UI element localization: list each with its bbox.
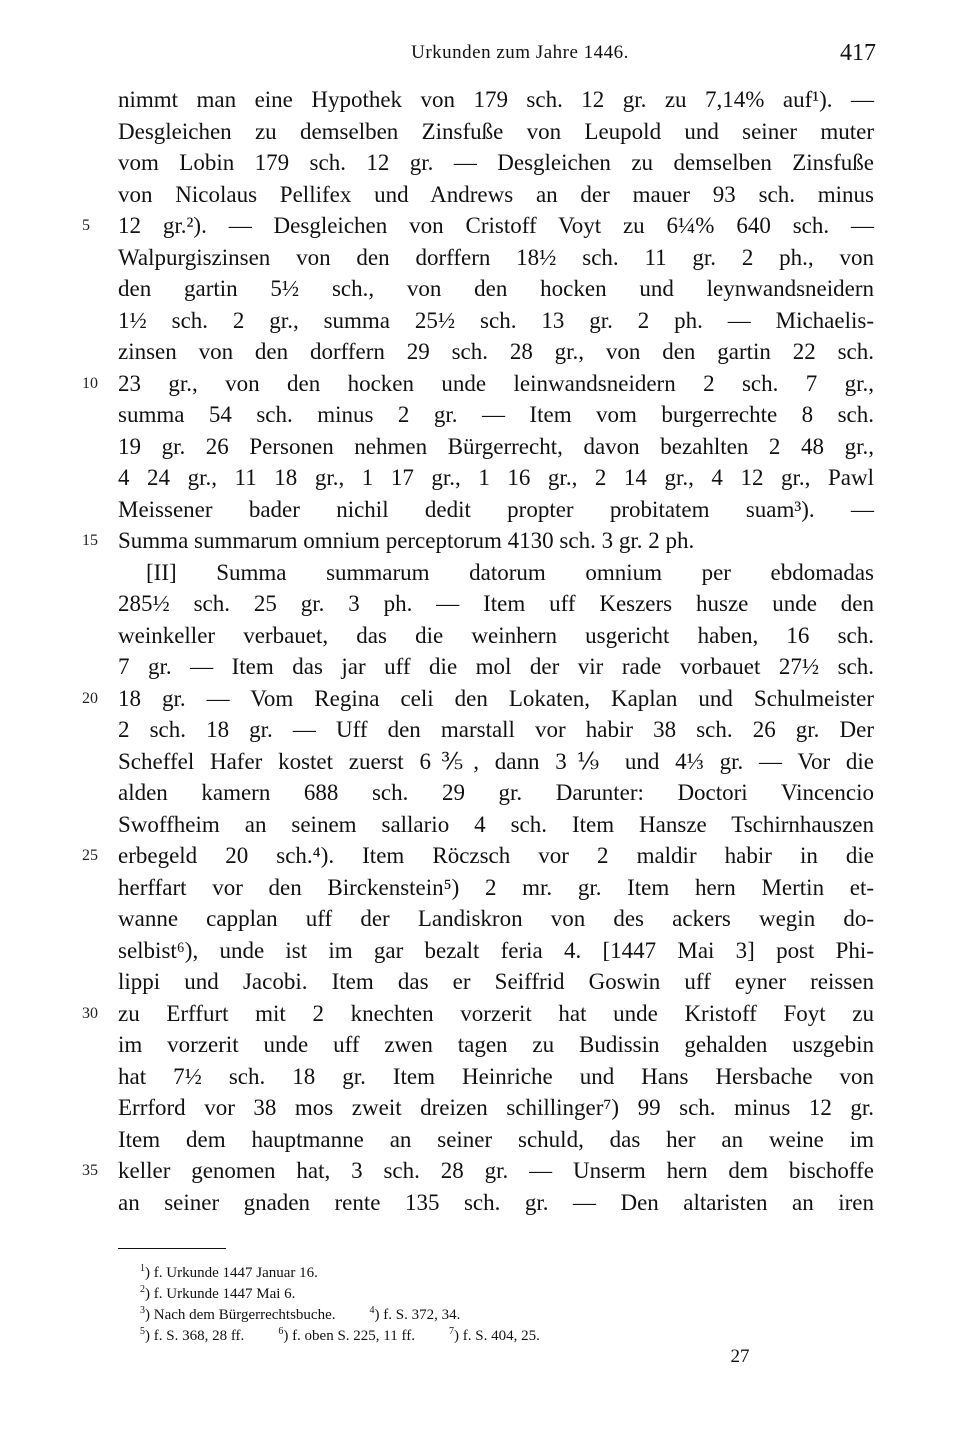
- line-text: den gartin 5½ sch., von den hocken und leynwandsneidern: [118, 276, 874, 301]
- signature-mark: 27: [730, 1346, 750, 1367]
- text-line: [82, 210, 874, 242]
- text-line: [118, 273, 874, 305]
- footnote-paren: ): [145, 1307, 154, 1323]
- text-line: [118, 777, 874, 809]
- text-line: [118, 1029, 874, 1061]
- text-line: [118, 588, 874, 620]
- text-line: [118, 872, 874, 904]
- line-text: 23 gr., von den hocken unde leinwandsneidern 2 sch. 7 gr.,: [118, 370, 874, 396]
- footnote: [278, 1321, 415, 1347]
- text-line: [118, 179, 874, 211]
- line-text: 7 gr. — Item das jar uff die mol der vir rade vorbauet 27½ sch.: [118, 654, 874, 679]
- line-text: nimmt man eine Hypothek von 179 sch. 12 gr. zu 7,14% auf¹). —: [118, 87, 874, 112]
- line-text: selbist⁶), unde ist im gar bezalt feria 4. [1447 Mai 3] post Phi-: [118, 937, 874, 963]
- text-line: [118, 1124, 874, 1156]
- footnote-line: [140, 1279, 860, 1300]
- text-line: [82, 1155, 874, 1187]
- footnote-paren: ): [374, 1307, 384, 1323]
- page-number: 417: [840, 40, 876, 66]
- line-text: Summa summarum omnium perceptorum 4130 sch. 3 gr. 2 ph.: [118, 528, 695, 553]
- footnote-mark: 5: [140, 1326, 145, 1337]
- text-line: [118, 714, 874, 746]
- text-line: [82, 683, 874, 715]
- text-line: [118, 809, 874, 841]
- text-line: [118, 242, 874, 274]
- footnote-mark: 6: [278, 1326, 284, 1337]
- footnote-text: f. Urkunde 1447 Januar 16.: [153, 1265, 318, 1281]
- footnote-mark: 2: [140, 1284, 145, 1295]
- text-line: [118, 462, 874, 494]
- line-text: lippi und Jacobi. Item das er Seiffrid Goswin uff eyner reissen: [118, 969, 874, 994]
- line-text: Errford vor 38 mos zweit dreizen schillinger⁷) 99 sch. minus 12 gr.: [118, 1095, 874, 1120]
- text-line: [118, 557, 874, 589]
- line-text: Walpurgiszinsen von den dorffern 18½ sch. 11 gr. 2 ph., von: [118, 244, 874, 270]
- footnote-text: f. S. 404, 25.: [462, 1328, 540, 1344]
- line-text: im vorzerit unde uff zwen tagen zu Budissin gehalden uszgebin: [118, 1032, 874, 1057]
- text-line: [118, 903, 874, 935]
- footnote: [449, 1321, 540, 1347]
- footnote-text: f. S. 372, 34.: [383, 1307, 461, 1323]
- line-number: 15: [82, 532, 98, 549]
- line-number: 5: [82, 217, 90, 234]
- line-text: Desgleichen zu demselben Zinsfuße von Leupold und seiner muter: [118, 118, 874, 144]
- running-title: Urkunden zum Jahre 1446.: [411, 42, 629, 63]
- text-line: [118, 746, 874, 778]
- line-text: von Nicolaus Pellifex und Andrews an der mauer 93 sch. minus: [118, 181, 874, 207]
- line-text: summa 54 sch. minus 2 gr. — Item vom burgerrechte 8 sch.: [118, 402, 874, 427]
- line-text: 18 gr. — Vom Regina celi den Lokaten, Kaplan und Schulmeister: [118, 685, 874, 711]
- line-text: an seiner gnaden rente 135 sch. gr. — Den altaristen an iren: [118, 1189, 874, 1215]
- footnote-text: f. Urkunde 1447 Mai 6.: [153, 1286, 296, 1302]
- line-number: 30: [82, 1004, 98, 1022]
- line-text: Item dem hauptmanne an seiner schuld, das her an weine im: [118, 1126, 874, 1152]
- footnote-paren: ): [145, 1265, 154, 1281]
- text-line: [118, 399, 874, 431]
- text-line: [118, 84, 874, 116]
- text-line: [118, 1092, 874, 1124]
- text-line: [118, 305, 874, 337]
- line-text: zu Erffurt mit 2 knechten vorzerit hat unde Kristoff Foyt zu: [118, 1000, 874, 1026]
- footnotes: [140, 1258, 860, 1342]
- line-text: Swoffheim an seinem sallario 4 sch. Item Hansze Tschirnhauszen: [118, 811, 874, 837]
- text-line: [118, 1061, 874, 1093]
- text-line: [118, 1187, 874, 1219]
- line-number: 25: [82, 847, 98, 864]
- footnote-paren: ): [145, 1286, 154, 1302]
- text-line: [82, 998, 874, 1030]
- line-text: 4 24 gr., 11 18 gr., 1 17 gr., 1 16 gr., 2 14 gr., 4 12 gr., Pawl: [118, 465, 874, 490]
- line-text: hat 7½ sch. 18 gr. Item Heinriche und Hans Hersbache von: [118, 1063, 874, 1089]
- footnote-text: f. S. 368, 28 ff.: [153, 1328, 245, 1344]
- footnote-mark: 3: [140, 1305, 145, 1316]
- text-line: [118, 935, 874, 967]
- line-text: alden kamern 688 sch. 29 gr. Darunter: Doctori Vincencio: [118, 780, 874, 805]
- body-text: [82, 84, 874, 1218]
- footnote-rule: [118, 1248, 226, 1249]
- line-text: wanne capplan uff der Landiskron von des ackers wegin do-: [118, 906, 874, 931]
- text-line: [118, 651, 874, 683]
- footnote-paren: ): [453, 1328, 463, 1344]
- line-text: 285½ sch. 25 gr. 3 ph. — Item uff Keszers husze unde den: [118, 591, 874, 616]
- line-text: 19 gr. 26 Personen nehmen Bürgerrecht, davon bezahlten 2 48 gr.,: [118, 433, 874, 459]
- line-number: 20: [82, 689, 98, 707]
- line-number: 10: [82, 374, 98, 392]
- line-text: zinsen von den dorffern 29 sch. 28 gr., von den gartin 22 sch.: [118, 339, 874, 364]
- footnote: [140, 1321, 244, 1347]
- text-line: [118, 336, 874, 368]
- line-text: Meissener bader nichil dedit propter probitatem suam³). —: [118, 496, 874, 522]
- footnote-line: [140, 1258, 860, 1279]
- footnote-mark: 7: [448, 1326, 454, 1337]
- text-line: [118, 147, 874, 179]
- line-text: vom Lobin 179 sch. 12 gr. — Desgleichen zu demselben Zinsfuße: [118, 150, 874, 175]
- footnote-paren: ): [145, 1328, 154, 1344]
- footnote-line: [140, 1300, 860, 1321]
- line-text: [II] Summa summarum datorum omnium per ebdomadas: [146, 559, 874, 585]
- text-line: [118, 431, 874, 463]
- line-text: weinkeller verbauet, das die weinhern usgericht haben, 16 sch.: [118, 622, 874, 648]
- line-text: Scheffel Hafer kostet zuerst 6⅗, dann 3⅑ und 4⅓ gr. — Vor die: [118, 748, 874, 774]
- text-line: [82, 840, 874, 872]
- line-text: 1½ sch. 2 gr., summa 25½ sch. 13 gr. 2 ph. — Michaelis-: [118, 307, 874, 333]
- text-line: [118, 966, 874, 998]
- line-text: 12 gr.²). — Desgleichen von Cristoff Voyt zu 6¼% 640 sch. —: [118, 213, 874, 238]
- text-line: [118, 494, 874, 526]
- text-line: [82, 368, 874, 400]
- line-text: 2 sch. 18 gr. — Uff den marstall vor habir 38 sch. 26 gr. Der: [118, 717, 874, 742]
- line-text: keller genomen hat, 3 sch. 28 gr. — Unserm hern dem bischoffe: [118, 1158, 874, 1183]
- line-number: 35: [82, 1162, 98, 1179]
- footnote-text: Nach dem Bürgerrechtsbuche.: [153, 1307, 336, 1323]
- line-text: erbegeld 20 sch.⁴). Item Röczsch vor 2 maldir habir in die: [118, 843, 874, 868]
- text-line: [82, 525, 874, 557]
- line-text: herffart vor den Birckenstein⁵) 2 mr. gr. Item hern Mertin et-: [118, 874, 874, 900]
- footnote-text: f. oben S. 225, 11 ff.: [292, 1328, 415, 1344]
- text-line: [118, 116, 874, 148]
- footnote-line: [140, 1321, 860, 1342]
- footnote-paren: ): [283, 1328, 293, 1344]
- text-line: [118, 620, 874, 652]
- footnote-mark: 1: [140, 1263, 145, 1274]
- footnote-mark: 4: [369, 1305, 375, 1316]
